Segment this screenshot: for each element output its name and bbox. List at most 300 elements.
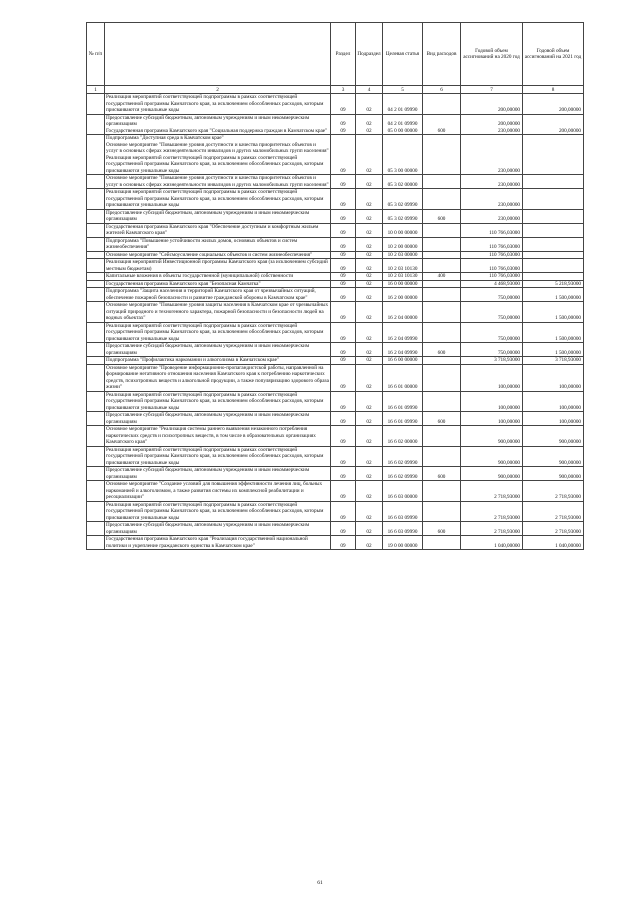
row-2021-cell-value: 1 040,00000 [555, 542, 581, 549]
row-section-cell-value: 09 [340, 107, 346, 113]
row-name-cell [105, 481, 331, 502]
row-2020-cell-value: 200,00000 [497, 107, 520, 113]
row-name-cell [105, 536, 331, 550]
row-2021-cell [523, 280, 584, 288]
row-subsection-cell [356, 114, 383, 135]
row-2020-cell [461, 280, 523, 288]
row-2021-cell-value: 3 718,93000 [555, 357, 581, 363]
row-2021-cell [523, 391, 584, 412]
row-subsection-cell [356, 364, 383, 391]
row-target-cell-value: 16 6 01 09990 [387, 404, 418, 411]
row-2020-cell-value: 110 766,03000 [489, 273, 520, 279]
row-subsection-cell [356, 273, 383, 281]
row-2020-cell-value: 2 718,93000 [494, 494, 520, 500]
table-row [87, 251, 584, 259]
row-section-cell-value: 09 [340, 251, 346, 258]
row-subsection-cell-value: 02 [366, 335, 372, 342]
row-section-cell [331, 259, 356, 273]
row-name-text: Предоставление субсидий бюджетным, автономным учреждениям и иным некоммерческим организациям [106, 209, 310, 222]
row-2020-cell [461, 322, 523, 343]
row-2021-cell-value: 1 500,00000 [555, 335, 581, 342]
row-section-cell [331, 209, 356, 223]
row-name-text: Предоставление субсидий бюджетным, автономным учреждениям и иным некоммерческим организациям [106, 522, 310, 535]
row-num-cell [87, 446, 105, 467]
row-subsection-cell [356, 94, 383, 115]
row-name-text: Подпрограмма "Повышение устойчивости жилых домов, основных объектов и систем жизнеобеспечения" [106, 237, 298, 250]
row-section-cell [331, 501, 356, 522]
row-2021-cell [523, 259, 584, 273]
row-target-cell [383, 280, 423, 288]
row-name-text: Подпрограмма "Доступная среда в Камчатском крае" [106, 135, 224, 141]
row-exptype-cell [423, 273, 461, 281]
row-section-cell-value: 09 [340, 181, 346, 188]
row-exptype-cell [423, 251, 461, 259]
row-2021-cell-value: 5 218,93000 [555, 280, 581, 287]
row-num-cell [87, 114, 105, 135]
row-2020-cell-value: 110 766,03000 [489, 251, 520, 258]
row-2020-cell-value: 3 718,93000 [494, 357, 520, 363]
row-subsection-cell [356, 223, 383, 237]
row-section-cell-value: 09 [340, 542, 346, 549]
row-subsection-cell-value: 02 [366, 542, 372, 549]
row-2020-cell [461, 135, 523, 175]
row-num-cell [87, 481, 105, 502]
row-name-text: Реализация мероприятий соответствующей подпрограммы в рамках соответствующей государственной программы Камчатского края, за исключением обособленных расходов, которым присваиваются уникальные коды [106, 501, 324, 521]
row-2020-cell [461, 412, 523, 426]
row-2021-cell [523, 522, 584, 536]
row-name-cell [105, 343, 331, 357]
row-subsection-cell [356, 467, 383, 481]
column-number: 4 [356, 86, 383, 94]
row-name-cell [105, 364, 331, 391]
row-exptype-cell-value: 600 [437, 349, 446, 356]
row-2020-cell-value: 900,00000 [497, 473, 520, 480]
row-subsection-cell [356, 259, 383, 273]
row-section-cell-value: 09 [340, 349, 346, 356]
row-name-text: Реализация мероприятий соответствующей подпрограммы в рамках соответствующей государственной программы Камчатского края, за исключением обособленных расходов, которым присваиваются уникальные коды [106, 94, 324, 113]
row-2021-cell-value: 100,00000 [558, 384, 581, 390]
row-exptype-cell [423, 135, 461, 175]
row-target-cell [383, 175, 423, 189]
row-2020-cell [461, 467, 523, 481]
row-subsection-cell-value: 02 [366, 404, 372, 411]
row-2021-cell-value: 1 500,00000 [555, 315, 581, 321]
row-2021-cell [523, 343, 584, 357]
row-section-cell [331, 412, 356, 426]
row-2021-cell [523, 446, 584, 467]
row-2021-cell [523, 357, 584, 365]
row-section-cell [331, 467, 356, 481]
table-row [87, 175, 584, 189]
row-name-cell [105, 175, 331, 189]
row-target-cell [383, 237, 423, 251]
row-subsection-cell-value: 02 [366, 384, 372, 390]
table-row [87, 237, 584, 251]
table-row [87, 364, 584, 391]
row-num-cell [87, 302, 105, 323]
row-name-text: Предоставление субсидий бюджетным, автономным учреждениям и иным некоммерческим организациям [106, 114, 310, 127]
table-row [87, 302, 584, 323]
row-name-text: Подпрограмма "Профилактика наркомании и алкоголизма в Камчатском крае" [106, 357, 280, 363]
row-target-cell-value: 16 0 00 00000 [387, 280, 418, 287]
header-num: № п/п [87, 23, 105, 86]
row-2021-cell [523, 481, 584, 502]
row-exptype-cell [423, 288, 461, 302]
row-2021-cell [523, 273, 584, 281]
row-name-cell [105, 302, 331, 323]
row-name-cell [105, 357, 331, 365]
row-name-text: Реализация мероприятий Инвестиционной программы Камчатского края (за исключением субсидий местным бюджетам) [106, 259, 328, 272]
row-num-cell [87, 223, 105, 237]
row-section-cell [331, 135, 356, 175]
row-target-cell-value: 10 2 00 00000 [387, 244, 418, 250]
row-2020-cell-value: 1 040,00000 [494, 542, 520, 549]
row-subsection-cell [356, 501, 383, 522]
row-section-cell-value: 09 [340, 230, 346, 236]
row-name-text: Основное мероприятие "Создание условий для повышения эффективности лечения лиц, больных наркоманией и алкоголизмом, а также развития системы их комплексной реабилитации и ресоциализации" [106, 481, 323, 500]
row-subsection-cell-value: 02 [366, 294, 372, 301]
row-2021-cell-value: 200,00000 [558, 107, 581, 113]
row-num-cell [87, 391, 105, 412]
row-name-text: Предоставление субсидий бюджетным, автономным учреждениям и иным некоммерческим организациям [106, 467, 310, 480]
row-section-cell-value: 09 [340, 273, 346, 279]
row-2021-cell [523, 501, 584, 522]
row-name-cell [105, 412, 331, 426]
row-2021-cell-value: 900,00000 [558, 459, 581, 466]
header-name [105, 23, 331, 86]
row-name-text: Государственная программа Камчатского края "Социальная поддержка граждан в Камчатском крае" [106, 127, 328, 134]
row-section-cell-value: 09 [340, 459, 346, 466]
table-row [87, 209, 584, 223]
row-num-cell [87, 412, 105, 426]
row-subsection-cell-value: 02 [366, 107, 372, 113]
row-name-text: Реализация мероприятий соответствующей подпрограммы в рамках соответствующей государственной программы Камчатского края, за исключением обособленных расходов, которым присваиваются уникальные коды [106, 154, 324, 174]
row-2020-cell [461, 481, 523, 502]
row-name-cell [105, 288, 331, 302]
row-exptype-cell [423, 259, 461, 273]
row-section-cell [331, 536, 356, 550]
row-name-cell [105, 467, 331, 481]
row-2021-cell [523, 114, 584, 135]
row-num-cell [87, 343, 105, 357]
table-row [87, 467, 584, 481]
row-subsection-cell [356, 135, 383, 175]
row-target-cell [383, 223, 423, 237]
row-name-cell [105, 280, 331, 288]
row-exptype-cell [423, 302, 461, 323]
row-section-cell-value: 09 [340, 357, 346, 363]
row-name-cell [105, 322, 331, 343]
row-2021-cell [523, 251, 584, 259]
header-section: Раздел [331, 23, 356, 86]
row-target-cell [383, 467, 423, 481]
row-name-cell [105, 237, 331, 251]
row-subsection-cell [356, 288, 383, 302]
row-exptype-cell-value: 600 [437, 216, 446, 222]
row-2021-cell [523, 302, 584, 323]
row-target-cell [383, 357, 423, 365]
row-name-text: Реализация мероприятий соответствующей подпрограммы в рамках соответствующей государственной программы Камчатского края, за исключением обособленных расходов, которым присваиваются уникальные коды [106, 189, 324, 208]
row-section-cell [331, 114, 356, 135]
row-name-cell [105, 135, 331, 175]
row-target-cell [383, 94, 423, 115]
row-section-cell-value: 09 [340, 384, 346, 390]
row-exptype-cell [423, 280, 461, 288]
row-2020-cell [461, 446, 523, 467]
table-row [87, 481, 584, 502]
table-row [87, 501, 584, 522]
row-2021-cell [523, 135, 584, 175]
row-subsection-cell-value: 02 [366, 230, 372, 236]
row-target-cell-value: 16 2 04 00000 [387, 315, 418, 321]
row-target-cell-value: 16 6 02 00000 [387, 439, 418, 445]
row-subsection-cell-value: 02 [366, 418, 372, 425]
row-section-cell [331, 237, 356, 251]
row-2021-cell-value: 2 718,93000 [555, 494, 581, 500]
row-target-cell-value: 10 2 03 10130 [387, 273, 418, 279]
row-2021-cell [523, 237, 584, 251]
row-2020-cell [461, 357, 523, 365]
row-subsection-cell-value: 02 [366, 280, 372, 287]
header-target: Целевая статья [383, 23, 423, 86]
row-name-text: Основное мероприятие "Повышение уровня защиты населения в Камчатском крае от чрезвычайных ситуаций природного и техногенного характера, пожарной безопасности и безопасности людей на водных объектах" [106, 302, 329, 321]
row-target-cell-value: 16 6 02 09990 [387, 459, 418, 466]
row-target-cell [383, 481, 423, 502]
row-2020-cell-value: 2 718,93000 [494, 528, 520, 535]
row-exptype-cell [423, 501, 461, 522]
row-2020-cell-value: 750,00000 [497, 335, 520, 342]
row-target-cell-value: 05 3 00 00000 [387, 167, 418, 174]
row-section-cell-value: 09 [340, 418, 346, 425]
row-2020-cell-value: 100,00000 [497, 404, 520, 411]
row-name-text: Предоставление субсидий бюджетным, автономным учреждениям и иным некоммерческим организациям [106, 343, 310, 356]
table-row [87, 322, 584, 343]
row-section-cell-value-secondary: 09 [340, 127, 346, 134]
row-2020-cell [461, 209, 523, 223]
row-exptype-cell [423, 364, 461, 391]
row-2020-cell [461, 175, 523, 189]
row-2021-cell [523, 94, 584, 115]
row-section-cell-value: 09 [340, 514, 346, 521]
row-subsection-cell [356, 536, 383, 550]
header-2020: Годовой объем ассигнований на 2020 год [461, 23, 523, 86]
row-2021-cell-value: 200,00000 [558, 127, 581, 134]
row-subsection-cell [356, 522, 383, 536]
row-2021-cell [523, 223, 584, 237]
row-2021-cell [523, 426, 584, 447]
row-section-cell-value: 09 [340, 167, 346, 174]
row-section-cell [331, 302, 356, 323]
row-num-cell [87, 259, 105, 273]
row-target-cell [383, 322, 423, 343]
row-2021-cell [523, 364, 584, 391]
table-row [87, 391, 584, 412]
row-exptype-cell [423, 237, 461, 251]
row-subsection-cell-value: 02 [366, 265, 372, 272]
row-2020-cell [461, 237, 523, 251]
row-num-cell [87, 522, 105, 536]
row-exptype-cell-value: 600 [437, 473, 446, 480]
row-target-cell-value: 04 2 01 09990 [387, 121, 418, 127]
row-target-cell-value: 16 6 03 09990 [387, 528, 418, 535]
row-target-cell [383, 273, 423, 281]
row-2020-cell [461, 114, 523, 135]
row-section-cell-value: 09 [340, 404, 346, 411]
row-2020-cell [461, 343, 523, 357]
header-exptype: Вид расходов [423, 23, 461, 86]
column-number: 1 [87, 86, 105, 94]
row-target-cell [383, 288, 423, 302]
row-target-cell [383, 391, 423, 412]
row-section-cell-value: 09 [340, 494, 346, 500]
row-name-cell [105, 273, 331, 281]
row-subsection-cell-value: 02 [366, 202, 372, 208]
header-row [87, 23, 584, 86]
row-name-cell [105, 522, 331, 536]
row-name-text: Капитальные вложения в объекты государственной (муниципальной) собственности [106, 273, 294, 279]
row-2021-cell [523, 189, 584, 210]
row-section-cell [331, 481, 356, 502]
table-row [87, 223, 584, 237]
row-2020-cell-value: 750,00000 [497, 349, 520, 356]
row-2020-cell-value: 750,00000 [497, 315, 520, 321]
row-section-cell-value: 09 [340, 244, 346, 250]
table-row [87, 280, 584, 288]
row-name-cell [105, 251, 331, 259]
row-section-cell-value: 09 [340, 121, 346, 127]
row-2020-cell [461, 536, 523, 550]
row-2020-cell-value: 110 766,03000 [489, 265, 520, 272]
row-num-cell [87, 280, 105, 288]
row-target-cell [383, 426, 423, 447]
row-num-cell [87, 501, 105, 522]
row-target-cell-value: 16 6 02 09990 [387, 473, 418, 480]
row-subsection-cell-value: 02 [366, 244, 372, 250]
row-subsection-cell [356, 391, 383, 412]
row-2020-cell-value: 100,00000 [497, 384, 520, 390]
row-2020-cell [461, 302, 523, 323]
row-section-cell [331, 175, 356, 189]
row-num-cell [87, 209, 105, 223]
row-section-cell-value: 09 [340, 335, 346, 342]
row-name-text: Основное мероприятие "Сейсмоусиление социальных объектов и систем жизнеобеспечения" [106, 251, 313, 258]
row-subsection-cell [356, 280, 383, 288]
row-section-cell [331, 251, 356, 259]
column-number: 5 [383, 86, 423, 94]
row-name-text: Основное мероприятие "Реализация системы раннего выявления незаконного потребления наркотических средств и психотропных веществ, в том числе в образовательных организациях Камчатского края" [106, 426, 316, 445]
row-2021-cell [523, 467, 584, 481]
row-target-cell-value: 05 3 02 09990 [387, 216, 418, 222]
row-2021-cell-value: 2 718,93000 [555, 528, 581, 535]
row-2021-cell [523, 322, 584, 343]
row-2021-cell [523, 536, 584, 550]
row-name-text: Государственная программа Камчатского края "Реализация государственной национальной политики и укрепление гражданского единства в Камчатском крае" [106, 536, 308, 549]
row-target-cell-value: 10 0 00 00000 [387, 230, 418, 236]
row-num-cell [87, 273, 105, 281]
row-subsection-cell-value: 02 [366, 181, 372, 188]
row-target-cell [383, 189, 423, 210]
row-target-cell-value: 16 6 01 00000 [387, 384, 418, 390]
row-target-cell [383, 412, 423, 426]
row-2021-cell [523, 412, 584, 426]
row-subsection-cell-value-secondary: 02 [366, 127, 372, 134]
row-exptype-cell [423, 391, 461, 412]
row-2020-cell-value-secondary: 230,00000 [497, 127, 520, 134]
row-subsection-cell [356, 251, 383, 259]
row-exptype-cell [423, 322, 461, 343]
row-target-cell [383, 135, 423, 175]
row-target-cell-value: 16 6 01 09990 [387, 418, 418, 425]
row-name-text: Реализация мероприятий соответствующей подпрограммы в рамках соответствующей государственной программы Камчатского края, за исключением обособленных расходов, которым присваиваются уникальные коды [106, 391, 324, 411]
row-2020-cell [461, 259, 523, 273]
row-section-cell [331, 322, 356, 343]
row-num-cell [87, 426, 105, 447]
row-section-cell-value: 09 [340, 473, 346, 480]
column-number: 6 [423, 86, 461, 94]
header-2021: Годовой объем ассигнований на 2021 год [523, 23, 584, 86]
table-row [87, 522, 584, 536]
row-num-cell [87, 357, 105, 365]
row-target-cell-value: 05 3 02 09990 [387, 202, 418, 208]
row-target-cell-value: 16 2 04 09990 [387, 349, 418, 356]
row-target-cell-value: 16 6 03 09990 [387, 514, 418, 521]
row-subsection-cell-value: 02 [366, 459, 372, 466]
row-target-cell [383, 302, 423, 323]
row-exptype-cell [423, 522, 461, 536]
row-subsection-cell-value: 02 [366, 357, 372, 363]
row-exptype-cell [423, 343, 461, 357]
row-name-cell [105, 223, 331, 237]
row-subsection-cell [356, 481, 383, 502]
row-2020-cell [461, 391, 523, 412]
row-name-text: Предоставление субсидий бюджетным, автономным учреждениям и иным некоммерческим организациям [106, 412, 310, 425]
row-target-cell-value: 16 6 03 00000 [387, 494, 418, 500]
row-2020-cell [461, 364, 523, 391]
header-subsection: Подраздел [356, 23, 383, 86]
row-target-cell-value: 05 3 02 00000 [387, 181, 418, 188]
row-2021-cell-value: 900,00000 [558, 439, 581, 445]
row-2021-cell-value: 1 500,00000 [555, 294, 581, 301]
row-subsection-cell-value: 02 [366, 439, 372, 445]
row-2021-cell [523, 288, 584, 302]
row-2020-cell [461, 94, 523, 115]
row-subsection-cell-value: 02 [366, 528, 372, 535]
budget-table-sheet [86, 22, 583, 550]
row-subsection-cell-value: 02 [366, 216, 372, 222]
row-subsection-cell-value: 02 [366, 121, 372, 127]
row-name-cell [105, 114, 331, 135]
row-2020-cell-value: 900,00000 [497, 439, 520, 445]
table-row [87, 288, 584, 302]
row-exptype-cell [423, 426, 461, 447]
row-name-cell [105, 189, 331, 210]
row-2020-cell-value: 4 468,93000 [494, 280, 520, 287]
row-2020-cell-value: 110 766,03000 [489, 230, 520, 236]
row-name-cell [105, 94, 331, 115]
row-num-cell [87, 467, 105, 481]
row-subsection-cell-value: 02 [366, 251, 372, 258]
row-num-cell [87, 94, 105, 115]
row-name-text: Основное мероприятие "Повышение уровня доступности и качества приоритетных объектов и услуг в основных сферах жизнедеятельности инвалидов и других маломобильных групп населения" [106, 141, 329, 154]
row-num-cell [87, 237, 105, 251]
budget-table [86, 22, 584, 550]
row-target-cell [383, 522, 423, 536]
row-num-cell [87, 189, 105, 210]
column-number: 2 [105, 86, 331, 94]
row-section-cell-value: 09 [340, 280, 346, 287]
row-exptype-cell [423, 357, 461, 365]
row-exptype-cell [423, 467, 461, 481]
